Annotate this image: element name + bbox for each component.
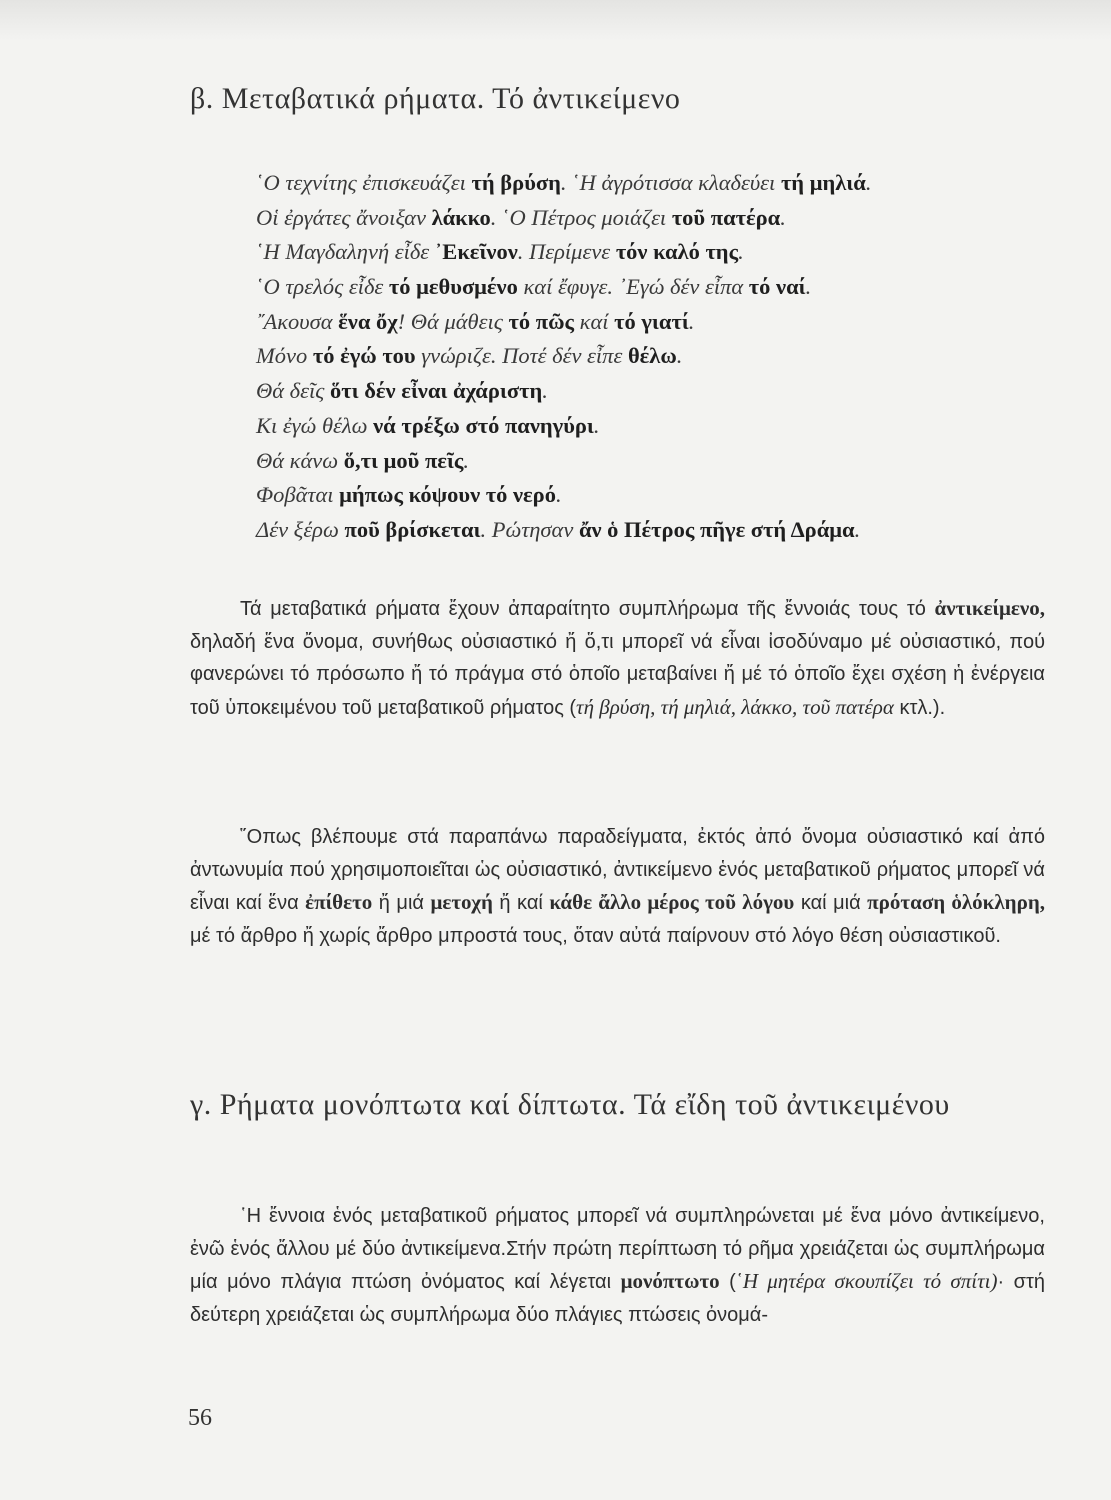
example-line bbox=[256, 374, 1076, 409]
italic-text: γνώριζε. Ποτέ δέν εἶπε bbox=[415, 343, 628, 369]
example-line bbox=[256, 235, 1076, 270]
italic-text: . bbox=[688, 308, 695, 334]
italic-text: τή βρύση, τή μηλιά, λάκκο, τοῦ πατέρα bbox=[576, 694, 894, 719]
bold-term: ποῦ βρίσκεται bbox=[344, 516, 481, 542]
italic-text: . bbox=[555, 482, 562, 508]
example-sentences bbox=[256, 166, 1076, 548]
italic-text: . bbox=[593, 412, 600, 438]
bold-term: ἄν ὁ Πέτρος πῆγε στή Δράμα bbox=[578, 516, 855, 542]
italic-text: ῾Η Μαγδαληνή εἶδε bbox=[256, 239, 435, 265]
bold-term: κάθε ἄλλο μέρος τοῦ λόγου bbox=[549, 890, 795, 914]
bold-term: τοῦ πατέρα bbox=[671, 204, 781, 230]
italic-text: ῾Ο τεχνίτης ἐπισκευάζει bbox=[256, 170, 472, 195]
section-heading-c: γ. Ρήματα μονόπτωτα καί δίπτωτα. Τά εἴδη τοῦ ἀντικειμένου bbox=[190, 1088, 950, 1121]
italic-text: ! Θά μάθεις bbox=[397, 308, 509, 334]
italic-text: καί ἔφυγε. ᾿Εγώ δέν εἶπα bbox=[517, 274, 749, 300]
example-line bbox=[256, 270, 1076, 305]
example-line bbox=[256, 409, 1076, 444]
text-run: ἤ μιά bbox=[372, 892, 431, 914]
page-edge-shadow bbox=[0, 0, 1111, 40]
text-run: ( bbox=[719, 1271, 736, 1293]
italic-text: ῾Ο τρελός εἶδε bbox=[256, 274, 389, 300]
paragraph-transitive-definition bbox=[190, 592, 1045, 724]
bold-term: τόν καλό της bbox=[615, 239, 739, 265]
bold-term: ὅ,τι μοῦ πεῖς bbox=[343, 447, 464, 473]
example-line bbox=[256, 444, 1076, 479]
bold-term: τή βρύση bbox=[471, 170, 561, 195]
bold-term: λάκκο bbox=[431, 204, 491, 230]
text-run: κτλ.). bbox=[893, 696, 946, 719]
italic-text: . bbox=[805, 274, 812, 300]
bold-term: τό μεθυσμένο bbox=[388, 274, 518, 300]
bold-term: τό ναί bbox=[748, 274, 806, 300]
italic-text: Μόνο bbox=[256, 343, 313, 369]
example-line bbox=[256, 166, 1076, 201]
italic-text: . bbox=[542, 378, 548, 404]
italic-text: Θά δεῖς bbox=[256, 378, 331, 404]
italic-text: ῾Η μητέρα σκουπίζει τό σπίτι) bbox=[735, 1269, 998, 1293]
italic-text: . Ρώτησαν bbox=[480, 516, 579, 542]
italic-text: ῎Ακουσα bbox=[256, 308, 339, 334]
italic-text: . bbox=[865, 170, 872, 195]
bold-term: ὅτι δέν εἶναι ἀχάριστη bbox=[330, 378, 543, 404]
italic-text: Δέν ξέρω bbox=[256, 516, 345, 542]
italic-text: Κι ἐγώ θέλω bbox=[256, 412, 374, 438]
italic-text: Φοβᾶται bbox=[256, 482, 340, 508]
bold-term: πρόταση ὁλόκληρη, bbox=[867, 890, 1045, 914]
text-run: μέ τό ἄρθρο ἤ χωρίς ἄρθρο μπροστά τους, ὅταν αὐτά παίρνουν στό λόγο θέση οὐσιαστικοῦ. bbox=[190, 924, 1001, 947]
bold-term: ἕνα ὄχ bbox=[338, 308, 398, 334]
section-heading-b: β. Μεταβατικά ρήματα. Τό ἀντικείμενο bbox=[190, 82, 681, 115]
bold-term: ᾿Εκεῖνον bbox=[434, 239, 518, 265]
example-line bbox=[256, 513, 1076, 548]
example-line bbox=[256, 201, 1076, 236]
bold-term: μετοχή bbox=[430, 890, 493, 914]
text-run: Τά μεταβατικά ρήματα ἔχουν ἀπαραίτητο συμπλήρωμα τῆς ἔννοιάς τους τό bbox=[240, 598, 935, 620]
italic-text: . bbox=[676, 343, 683, 369]
italic-text: . bbox=[780, 204, 786, 230]
italic-text: Θά κάνω bbox=[256, 447, 344, 473]
bold-term: θέλω bbox=[627, 343, 677, 369]
example-line bbox=[256, 305, 1076, 340]
bold-term: τό πῶς bbox=[508, 308, 575, 334]
text-run: ῞Οπως βλέπουμε στά παραπάνω παραδείγματα, ἐκτός ἀπό ὄνομα οὐσιαστικό καί ἀπό ἀντωνυμία πού χρησιμοποιεῖται ὡς οὐσιαστικό, ἀντικείμενο ἑνός μεταβατικοῦ ρήματος μπορεῖ νά εἶναι καί ἕνα bbox=[190, 826, 1045, 914]
bold-term: τό γιατί bbox=[614, 308, 689, 334]
text-run: καί μιά bbox=[794, 892, 868, 914]
bold-term: μονόπτωτο bbox=[620, 1269, 720, 1293]
text-run: ῾Η ἔννοια ἑνός μεταβατικοῦ ρήματος μπορεῖ νά συμπληρώνεται μέ ἕνα μόνο ἀντικείμενο, ἐνῶ ἑνός ἄλλου μέ δύο ἀντικείμενα.Στήν πρώτη περίπτωση τό ρῆμα χρειάζεται ὡς συμπλήρωμα μία μόνο πλάγια πτώση ὀνόματος καί λέγεται bbox=[190, 1205, 1045, 1293]
paragraph-object-types bbox=[190, 821, 1045, 952]
italic-text: . Περίμενε bbox=[517, 239, 616, 265]
bold-term: ἀντικείμενο, bbox=[934, 596, 1045, 620]
italic-text: . ῾Η ἀγρότισσα κλαδεύει bbox=[560, 170, 781, 195]
bold-term: τή μηλιά bbox=[780, 170, 866, 195]
italic-text: . bbox=[463, 447, 469, 473]
italic-text: . bbox=[738, 239, 744, 265]
italic-text: καί bbox=[574, 308, 615, 334]
bold-term: νά τρέξω στό πανηγύρι bbox=[373, 412, 594, 438]
example-line bbox=[256, 478, 1076, 513]
text-run: ἤ καί bbox=[492, 892, 550, 914]
bold-term: μήπως κόψουν τό νερό bbox=[339, 482, 556, 508]
italic-text: . bbox=[854, 516, 861, 542]
italic-text: . ῾Ο Πέτρος μοιάζει bbox=[490, 204, 672, 230]
bold-term: τό ἐγώ του bbox=[312, 343, 416, 369]
text-run: · στή δεύτερη χρειάζεται ὡς συμπλήρωμα δύο πλάγιες πτώσεις ὀνομά- bbox=[190, 1271, 1046, 1326]
italic-text: Οἱ ἐργάτες ἄνοιξαν bbox=[256, 204, 432, 230]
example-line bbox=[256, 339, 1076, 374]
page-number: 56 bbox=[188, 1405, 212, 1431]
bold-term: ἐπίθετο bbox=[305, 890, 373, 914]
text-run: δηλαδή ἕνα ὄνομα, συνήθως οὐσιαστικό ἤ ὅ,τι μπορεῖ νά εἶναι ἰσοδύναμο μέ οὐσιαστικό, πού φανερώνει τό πρόσωπο ἤ τό πράγμα στό ὁποῖο μεταβαίνει ἤ μέ τό ὁποῖο ἔχει σχέση ἡ ἐνέργεια τοῦ ὑποκειμένου τοῦ μεταβατικοῦ ρήματος ( bbox=[190, 630, 1045, 719]
paragraph-monoptota bbox=[190, 1200, 1045, 1331]
